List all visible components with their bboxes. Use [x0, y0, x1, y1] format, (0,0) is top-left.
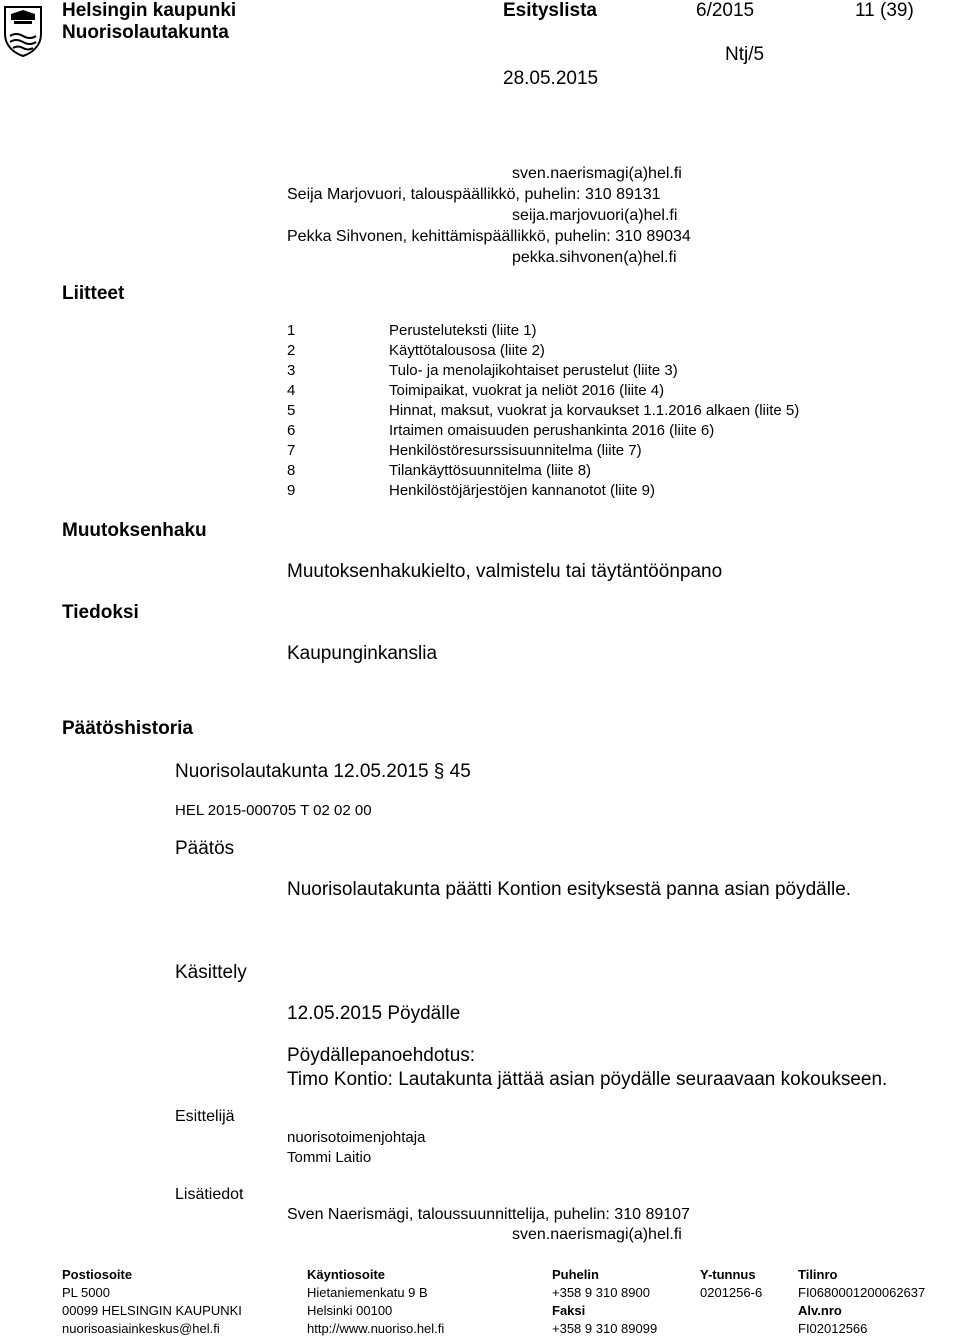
tiedoksi-text: Kaupunginkanslia — [287, 643, 438, 664]
footer-business-id: Y-tunnus 0201256-6 — [700, 1267, 763, 1300]
paatos-text: Nuorisolautakunta päätti Kontion esityksestä panna asian pöydälle. — [287, 879, 852, 900]
meeting-date: 28.05.2015 — [503, 68, 599, 89]
footer-postal-address: Postiosoite PL 5000 00099 HELSINGIN KAUPUNKI nuorisoasiainkeskus@hel.fi — [62, 1267, 242, 1336]
footer-label: Alv.nro — [798, 1303, 842, 1318]
section-paatoshistoria: Päätöshistoria — [62, 718, 193, 739]
contact-email: seija.marjovuori(a)hel.fi — [512, 207, 678, 224]
section-muutoksenhaku: Muutoksenhaku — [62, 520, 207, 541]
section-liitteet: Liitteet — [62, 283, 125, 304]
esittelija-label: Esittelijä — [175, 1108, 235, 1125]
org-unit: Nuorisolautakunta — [62, 22, 229, 43]
esittelija-name: Tommi Laitio — [287, 1149, 372, 1166]
section-tiedoksi: Tiedoksi — [62, 602, 139, 623]
paatos-label: Päätös — [175, 838, 235, 859]
helsinki-crest-logo — [2, 4, 44, 58]
org-name: Helsingin kaupunki — [62, 0, 237, 21]
history-meeting: Nuorisolautakunta 12.05.2015 § 45 — [175, 761, 471, 782]
proposal-text: Timo Kontio: Lautakunta jättää asian pöydälle seuraavaan kokoukseen. — [287, 1069, 888, 1090]
footer-account: Tilinro FI0680001200062637 Alv.nro FI02012566 — [798, 1267, 926, 1336]
document-number: 6/2015 — [696, 0, 755, 21]
contact-email: pekka.sihvonen(a)hel.fi — [512, 249, 677, 266]
contact-person: Seija Marjovuori, talouspäällikkö, puhelin: 310 89131 — [287, 186, 661, 203]
footer-label: Käyntiosoite — [307, 1267, 386, 1282]
page-number: 11 (39) — [855, 0, 914, 21]
history-diary-number: HEL 2015-000705 T 02 02 00 — [175, 802, 372, 819]
muutoksenhaku-text: Muutoksenhakukielto, valmistelu tai täytäntöönpano — [287, 561, 723, 582]
proposal-label: Pöydällepanoehdotus: — [287, 1045, 476, 1066]
esittelija-title: nuorisotoimenjohtaja — [287, 1129, 426, 1146]
footer-label: Puhelin — [552, 1267, 599, 1282]
footer-phone: Puhelin +358 9 310 8900 Faksi +358 9 310 89099 — [552, 1267, 658, 1336]
footer-label: Tilinro — [798, 1267, 838, 1282]
footer-label: Faksi — [552, 1303, 586, 1318]
contact-email: sven.naerismagi(a)hel.fi — [512, 165, 682, 182]
footer-label: Postiosoite — [62, 1267, 133, 1282]
kasittely-label: Käsittely — [175, 962, 247, 983]
document-type: Esityslista — [503, 0, 597, 21]
lisatiedot-contact: Sven Naerismägi, taloussuunnittelija, puhelin: 310 89107 — [287, 1206, 690, 1223]
footer-label: Y-tunnus — [700, 1267, 756, 1282]
footer-visiting-address: Käyntiosoite Hietaniemenkatu 9 B Helsinki 00100 http://www.nuoriso.hel.fi — [307, 1267, 445, 1336]
agenda-item: Ntj/5 — [725, 44, 765, 65]
kasittely-date: 12.05.2015 Pöydälle — [287, 1003, 461, 1024]
lisatiedot-label: Lisätiedot — [175, 1186, 244, 1203]
lisatiedot-email: sven.naerismagi(a)hel.fi — [512, 1226, 682, 1243]
contact-person: Pekka Sihvonen, kehittämispäällikkö, puhelin: 310 89034 — [287, 228, 691, 245]
